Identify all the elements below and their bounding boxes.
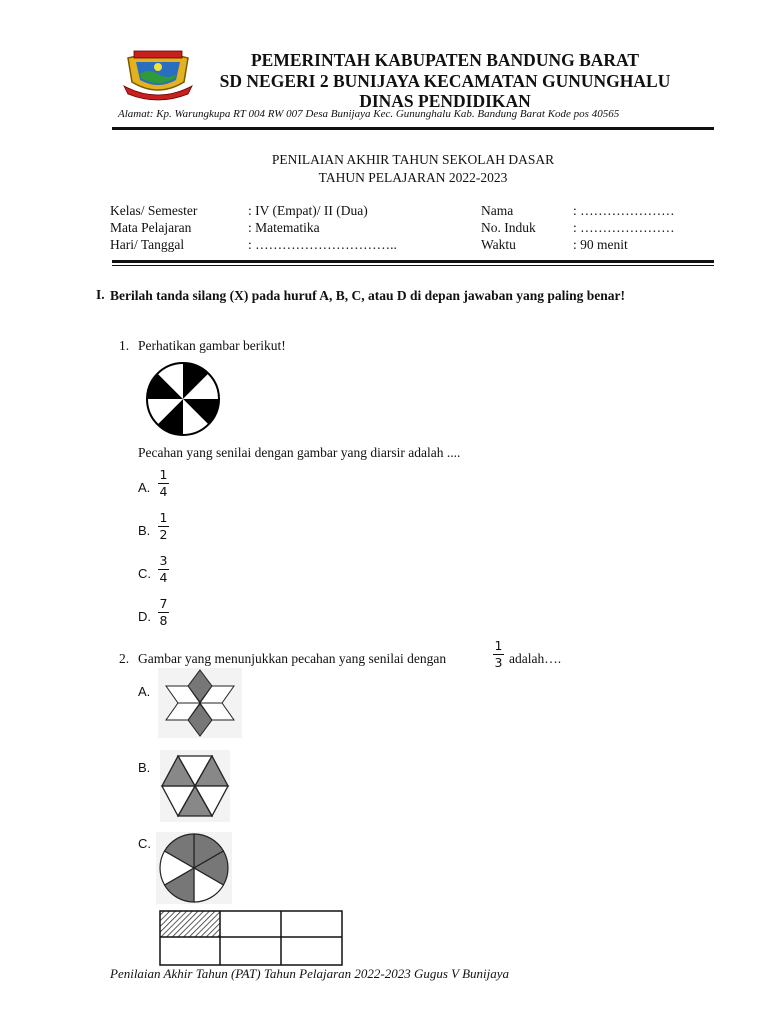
q2-text-after: adalah…. [509,651,562,666]
numerator: 1 [159,467,168,482]
option-letter: B. [138,523,151,538]
subject-label: Mata Pelajaran [110,220,192,235]
q2-number: 2. [119,651,130,666]
q1-option-c[interactable] [138,554,198,590]
q2-grid-figure[interactable] [159,910,343,966]
info-divider [112,260,714,263]
instruction-text: Berilah tanda silang (X) pada huruf A, B, C, atau D di depan jawaban yang paling benar! [110,288,625,303]
section-instruction [110,287,694,304]
option-letter: A. [138,684,151,699]
q2-hexagon-figure [160,750,230,822]
option-letter: C. [138,566,151,581]
q2-circle-figure [156,832,232,904]
option-letter: C. [138,836,151,851]
name-value: : ………………… [573,203,675,218]
option-fraction [158,511,169,542]
denominator: 4 [159,570,168,585]
student-number-label: No. Induk [481,220,536,235]
denominator: 3 [494,655,503,670]
q1-prompt: Perhatikan gambar berikut! [138,338,286,353]
time-label: Waktu [481,237,516,252]
option-fraction [158,468,169,499]
q1-circle-figure [145,361,221,437]
denominator: 4 [159,484,168,499]
exam-year: TAHUN PELAJARAN 2022-2023 [318,170,508,185]
date-value: : ………………………….. [248,237,397,252]
q2-option-c[interactable] [138,832,248,904]
numerator: 3 [159,553,168,568]
option-fraction [158,597,169,628]
q2-star-figure [158,668,242,738]
class-label: Kelas/ Semester [110,203,198,218]
header-department: DINAS PENDIDIKAN [359,91,531,111]
numerator: 1 [159,510,168,525]
header-government: PEMERINTAH KABUPATEN BANDUNG BARAT [250,50,640,70]
header-school: SD NEGERI 2 BUNIJAYA KECAMATAN GUNUNGHALU [219,71,671,91]
section-numeral: I. [96,287,105,302]
numerator: 1 [494,638,503,653]
q2-text-before: Gambar yang menunjukkan pecahan yang senilai dengan [138,651,447,666]
option-fraction [158,554,169,585]
date-label: Hari/ Tanggal [110,237,185,252]
option-letter: D. [138,609,151,624]
numerator: 7 [159,596,168,611]
q2-option-a[interactable] [138,668,248,740]
page-footer: Penilaian Akhir Tahun (PAT) Tahun Pelajaran 2022-2023 Gugus V Bunijaya [110,966,510,981]
q1-option-b[interactable] [138,511,198,547]
exam-title: PENILAIAN AKHIR TAHUN SEKOLAH DASAR [271,152,555,167]
name-label: Nama [481,203,514,218]
q1-number: 1. [119,338,130,353]
info-divider-thin [112,265,714,266]
header-address: Alamat: Kp. Warungkupa RT 004 RW 007 Desa Bunijaya Kec. Gununghalu Kab. Bandung Barat Kode pos 40565 [118,108,620,120]
q1-option-d[interactable] [138,597,198,633]
option-letter: A. [138,480,151,495]
class-value: : IV (Empat)/ II (Dua) [248,203,368,218]
q1-option-a[interactable] [138,468,198,504]
denominator: 2 [159,527,168,542]
subject-value: : Matematika [248,220,320,235]
time-value: : 90 menit [573,237,628,252]
student-number-value: : ………………… [573,220,675,235]
q2-option-b[interactable] [138,750,248,822]
header-divider [112,127,714,130]
denominator: 8 [159,613,168,628]
option-letter: B. [138,760,151,775]
q1-question: Pecahan yang senilai dengan gambar yang diarsir adalah .... [138,445,461,460]
q2-fraction [493,639,504,670]
